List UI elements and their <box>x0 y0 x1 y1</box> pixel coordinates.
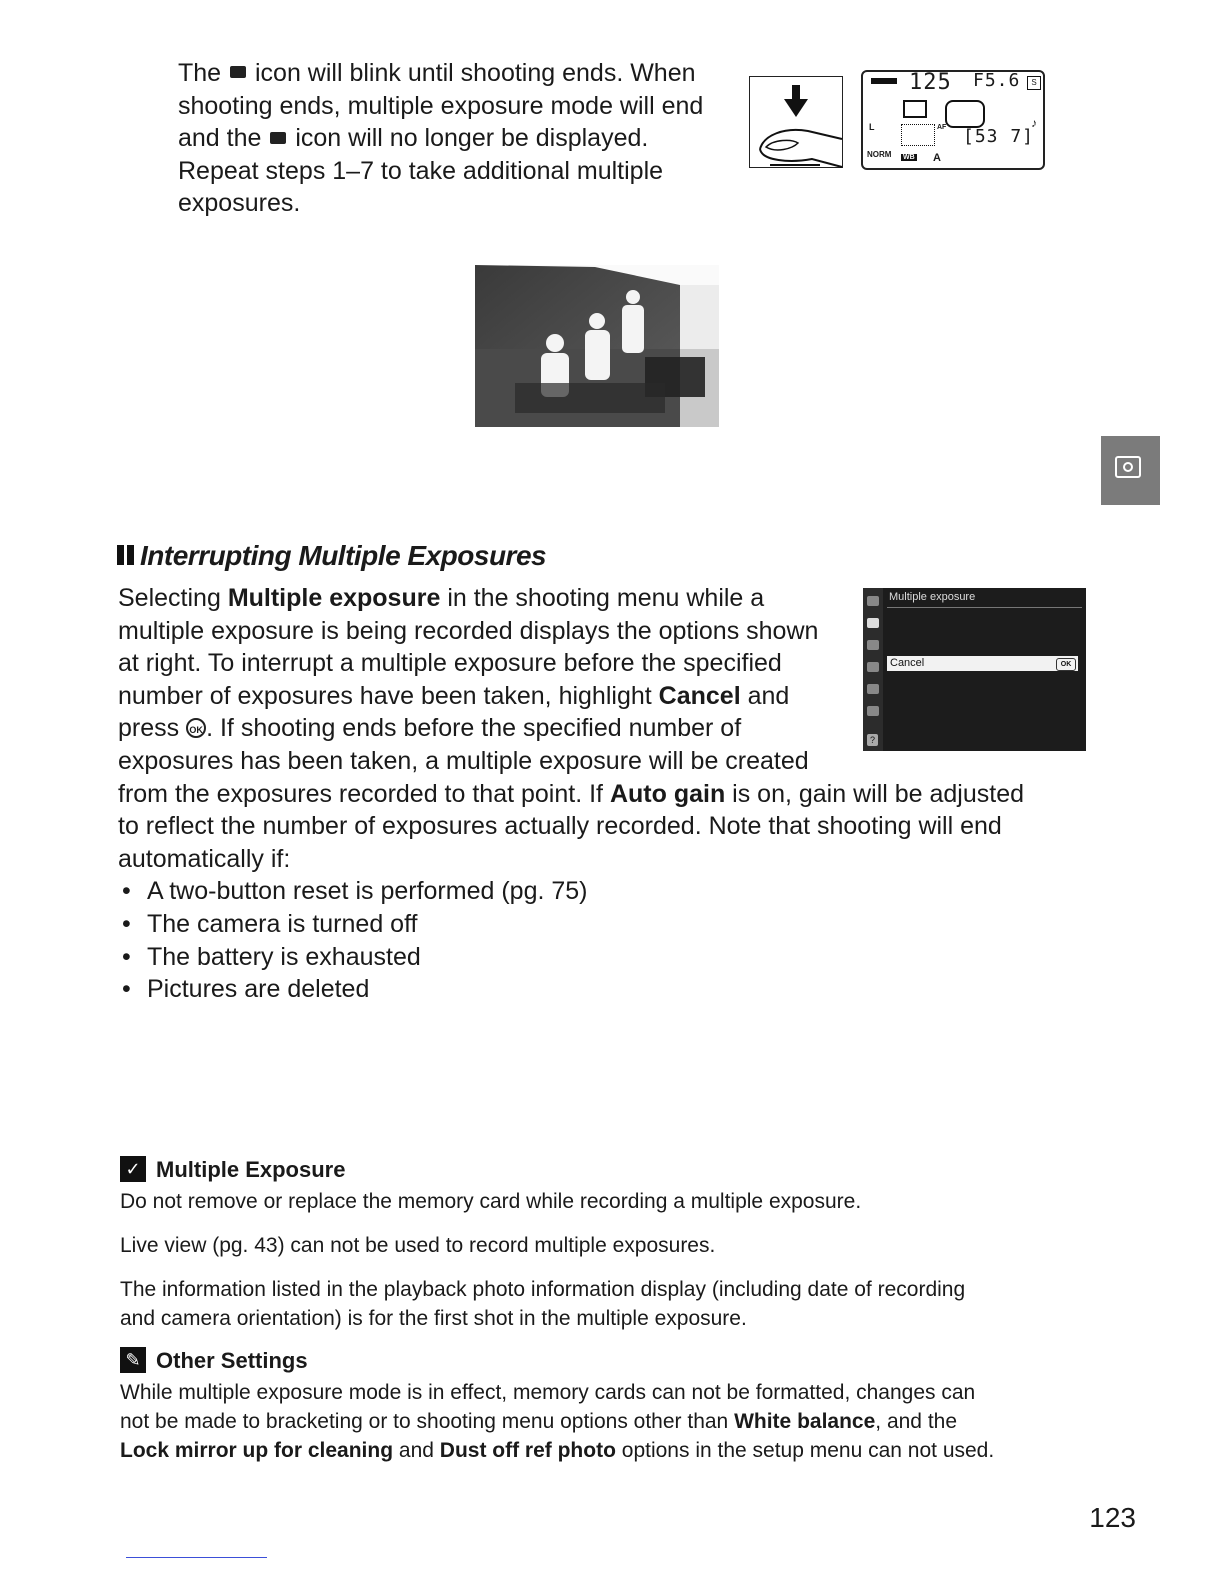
note-text: not be made to bracketing or to shooting menu options other than White balance, and the <box>120 1410 958 1433</box>
image-quality-label: NORM <box>867 150 892 159</box>
camera-icon <box>1115 456 1141 478</box>
intro-paragraph <box>178 57 738 220</box>
heading-marker-icon <box>117 545 124 565</box>
beep-icon: ♪ <box>1031 116 1037 130</box>
recent-settings-icon <box>867 706 879 716</box>
note-title: Multiple Exposure <box>156 1157 346 1182</box>
intro-text: and the <box>178 124 262 153</box>
help-icon: ? <box>867 734 878 746</box>
note-text: Do not remove or replace the memory card while recording a multiple exposure. <box>120 1190 862 1213</box>
battery-icon <box>871 78 897 84</box>
menu-divider <box>887 607 1082 608</box>
menu-item-label: Cancel <box>890 657 925 669</box>
release-mode-icon: S <box>1027 76 1041 90</box>
list-item: • The battery is exhausted <box>118 941 1078 974</box>
setup-menu-icon <box>867 662 879 672</box>
multiple-exposure-frame-icon <box>945 100 985 128</box>
shutter-press-icon <box>750 77 844 169</box>
af-area-icon <box>901 124 935 146</box>
playback-menu-icon <box>867 596 879 606</box>
control-panel-display <box>861 70 1045 170</box>
ok-button-icon: OK <box>186 718 206 738</box>
multiple-exposure-example-photo <box>475 265 719 427</box>
list-item: • A two-button reset is performed (pg. 75) <box>118 875 1078 908</box>
note-text: Live view (pg. 43) can not be used to record multiple exposures. <box>120 1234 716 1257</box>
section-title: Interrupting Multiple Exposures <box>140 540 547 571</box>
note-text: The information listed in the playback photo information display (including date of recording <box>120 1278 966 1301</box>
list-item: • Pictures are deleted <box>118 973 1078 1006</box>
ok-button-icon: OK <box>1056 658 1076 671</box>
custom-settings-icon <box>867 640 879 650</box>
shutter-speed-readout: 125 <box>909 70 952 95</box>
intro-text: exposures. <box>178 189 301 218</box>
other-settings-note <box>120 1344 1110 1465</box>
footer-rule <box>126 1557 267 1558</box>
shooting-menu-icon <box>867 618 879 628</box>
menu-title: Multiple exposure <box>889 591 976 603</box>
shooting-menu-tab <box>1101 436 1160 505</box>
page-number: 123 <box>1089 1502 1136 1533</box>
list-item: • The camera is turned off <box>118 908 1078 941</box>
multiple-exposure-icon <box>230 66 246 78</box>
white-balance-label: WB <box>903 154 915 161</box>
section-body: Selecting Multiple exposure in the shooting menu while a multiple exposure is being recorded displays the options shown at right. To interrupt a multiple exposure before the specified number of exposures have been taken, highlight Cancel and press OK . If shooting ends before the specified number of exposures has been taken, a multiple exposure will be created from the exposures recorded to that point. If Auto gain is on, gain will be adjusted to reflect the number of exposures actually recorded. Note that shooting will end automatically if: • A two-button reset is performed (pg. 75) • The camera is turned off • The battery is exhausted • Pictures are deleted <box>118 582 1078 1006</box>
pencil-note-icon: ✎ <box>120 1347 146 1373</box>
intro-text: Repeat steps 1–7 to take additional multiple <box>178 156 664 185</box>
intro-text: icon will no longer be displayed. <box>295 124 649 153</box>
aperture-readout: F5.6 <box>973 70 1021 91</box>
note-title: Other Settings <box>156 1348 308 1373</box>
shutter-press-illustration <box>749 76 843 168</box>
metering-icon <box>903 100 927 118</box>
multiple-exposure-menu-screenshot <box>863 588 1086 751</box>
auto-end-conditions-list <box>118 875 1078 1005</box>
intro-text: The <box>178 59 222 87</box>
intro-text: shooting ends, multiple exposure mode will end <box>178 91 704 120</box>
white-balance-value: A <box>933 152 941 164</box>
note-text: While multiple exposure mode is in effect, memory cards can not be formatted, changes can <box>120 1381 976 1404</box>
menu-icon-column <box>863 588 883 751</box>
intro-text: icon will blink until shooting ends. When <box>255 59 696 87</box>
multiple-exposure-icon <box>270 132 286 144</box>
note-text: and camera orientation) is for the first shot in the multiple exposure. <box>120 1307 747 1330</box>
retouch-menu-icon <box>867 684 879 694</box>
image-size-label: L <box>869 122 875 132</box>
menu-item-cancel[interactable] <box>887 656 1078 671</box>
note-text: Lock mirror up for cleaning and Dust off ref photo options in the setup menu can not used. <box>120 1439 995 1462</box>
caution-check-icon: ✓ <box>120 1156 146 1182</box>
caution-note <box>120 1153 1100 1333</box>
af-label: AF <box>937 124 947 131</box>
section-heading <box>117 540 546 572</box>
exposures-remaining-readout: [53 7] <box>963 126 1035 147</box>
heading-marker-icon <box>127 545 134 565</box>
